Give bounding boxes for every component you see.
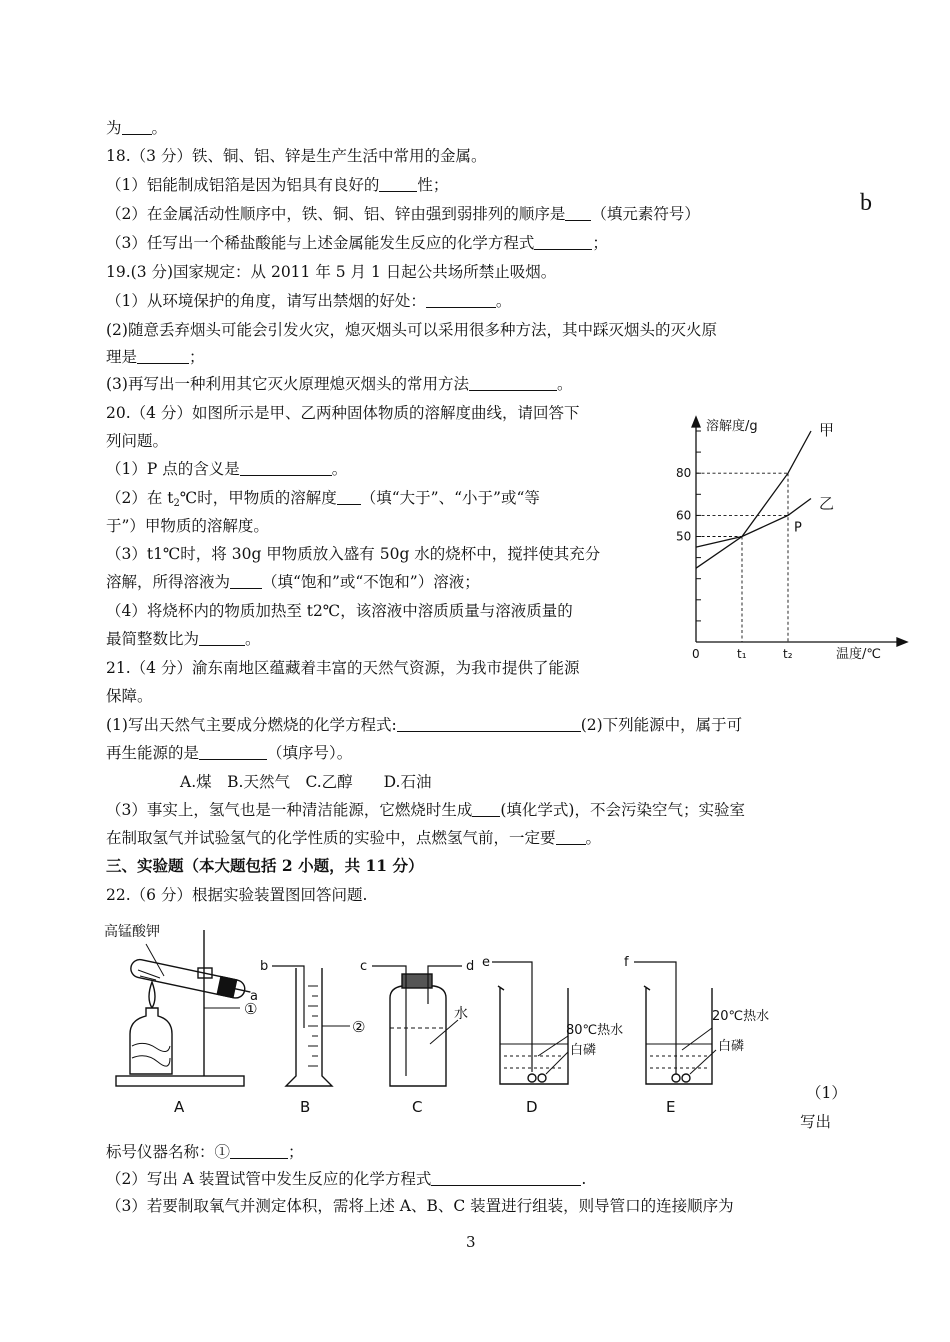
answer-blank[interactable] xyxy=(337,489,361,505)
question-20-2 xyxy=(106,488,540,514)
series-label: 乙 xyxy=(819,494,835,513)
text: （填序号）。 xyxy=(267,744,353,762)
series-label: 甲 xyxy=(819,421,835,439)
y-tick-label: 50 xyxy=(676,529,692,544)
apparatus-a xyxy=(116,930,252,1086)
port-a: a xyxy=(250,989,258,1004)
answer-blank[interactable] xyxy=(534,234,592,250)
question-20-cont: 列问题。 xyxy=(106,432,169,450)
text: 。 xyxy=(585,829,602,847)
text: ； xyxy=(189,348,205,366)
bottle xyxy=(390,986,446,1086)
hot-water-20-label: 20℃热水 xyxy=(712,1009,770,1024)
text: 最简整数比为 xyxy=(106,630,200,648)
q22-1-label-cont: 写出 xyxy=(800,1113,832,1131)
text: 。 xyxy=(151,119,168,137)
text: 性； xyxy=(417,176,449,194)
pointer-hot20 xyxy=(682,1028,712,1050)
solubility-chart xyxy=(672,412,912,662)
question-20-2-cont: 于”）甲物质的溶解度。 xyxy=(106,517,269,535)
phosphorus-e-label: 白磷 xyxy=(718,1039,745,1054)
apparatus-e xyxy=(634,962,716,1084)
y-axis-arrow xyxy=(692,417,700,427)
text: （2）在 t xyxy=(106,489,174,507)
text: 。 xyxy=(495,292,512,310)
test-tube xyxy=(129,958,252,1001)
question-21-options: A.煤 B.天然气 C.乙醇 D.石油 xyxy=(180,773,432,791)
y-tick-label: 80 xyxy=(676,466,692,481)
label-c: C xyxy=(412,1098,423,1116)
answer-blank[interactable] xyxy=(199,630,245,646)
question-20-4: （4）将烧杯内的物质加热至 t2℃，该溶液中溶质质量与溶液质量的 xyxy=(106,602,573,620)
reagent-label: 高锰酸钾 xyxy=(104,924,160,940)
x-axis-arrow xyxy=(897,638,907,646)
answer-blank[interactable] xyxy=(556,829,586,845)
point-p-label: P xyxy=(794,520,802,536)
white-phosphorus-e xyxy=(672,1074,680,1082)
pointer-hot80 xyxy=(538,1036,568,1056)
text: 。 xyxy=(331,460,348,478)
text: (填化学式)，不会污染空气；实验室 xyxy=(500,801,745,819)
label-d: D xyxy=(526,1098,538,1116)
circle-1: ① xyxy=(244,1000,258,1018)
question-19-2: (2)随意丢弃烟头可能会引发火灾，熄灭烟头可以采用很多种方法，其中踩灭烟头的灭火原 xyxy=(106,321,717,339)
label-a: A xyxy=(174,1098,185,1116)
answer-blank[interactable] xyxy=(565,205,591,221)
text: （2）写出 A 装置试管中发生反应的化学方程式 xyxy=(106,1170,432,1188)
x-tick-label: t₂ xyxy=(783,647,793,661)
answer-blank[interactable] xyxy=(469,375,557,391)
question-22: 22.（6 分）根据实验装置图回答问题. xyxy=(106,886,368,904)
answer-blank[interactable] xyxy=(431,1170,581,1186)
port-d: d xyxy=(466,959,475,974)
question-20-3-cont xyxy=(106,572,480,592)
x-axis-label: 温度/℃ xyxy=(836,647,881,662)
text: （2）在金属活动性顺序中，铁、铜、铝、锌由强到弱排列的顺序是 xyxy=(106,205,566,223)
stand-base xyxy=(116,1076,244,1086)
apparatus-c xyxy=(372,966,462,1086)
white-phosphorus-d xyxy=(528,1074,536,1082)
question-18-2 xyxy=(106,204,700,224)
text: ℃时，甲物质的溶解度 xyxy=(179,489,337,507)
water-pointer xyxy=(430,1020,458,1044)
text: 在制取氢气并试验氢气的化学性质的实验中，点燃氢气前，一定要 xyxy=(106,829,556,847)
port-e: e xyxy=(482,955,490,970)
text: (1)写出天然气主要成分燃烧的化学方程式: xyxy=(106,716,397,734)
section-3-heading: 三、实验题（本大题包括 2 小题，共 11 分） xyxy=(106,856,424,875)
question-21-1 xyxy=(106,715,742,735)
inlet-tube-b xyxy=(272,966,304,1028)
answer-blank[interactable] xyxy=(397,716,581,732)
text: (2)下列能源中，属于可 xyxy=(580,716,743,734)
port-c: c xyxy=(360,959,368,974)
question-19-2-cont xyxy=(106,347,205,367)
y-tick-label: 60 xyxy=(676,508,692,523)
y-axis-label: 溶解度/g xyxy=(706,419,758,434)
water-dashes-d xyxy=(504,1056,564,1068)
answer-blank[interactable] xyxy=(230,573,262,589)
label-b: B xyxy=(300,1098,311,1116)
question-18-3 xyxy=(106,233,608,253)
text: ； xyxy=(592,234,608,252)
text: . xyxy=(581,1170,587,1188)
answer-blank[interactable] xyxy=(122,119,152,135)
tube-f xyxy=(634,962,676,1074)
question-20: 20.（4 分）如图所示是甲、乙两种固体物质的溶解度曲线，请回答下 xyxy=(106,404,580,422)
question-21-3-cont xyxy=(106,828,601,848)
circle-2: ② xyxy=(352,1018,366,1036)
question-22-3: （3）若要制取氧气并测定体积，需将上述 A、B、C 装置进行组装，则导管口的连接顺序为 xyxy=(106,1197,734,1215)
question-19-3 xyxy=(106,374,572,394)
label-e: E xyxy=(666,1098,676,1116)
port-f: f xyxy=(624,955,629,970)
question-22-2 xyxy=(106,1169,586,1189)
answer-blank[interactable] xyxy=(472,801,500,817)
hot-water-80-label: 80℃热水 xyxy=(566,1023,624,1038)
answer-blank[interactable] xyxy=(230,1143,288,1159)
text: (3)再写出一种利用其它灭火原理熄灭烟头的常用方法 xyxy=(106,375,469,393)
text: （1）铝能制成铝箔是因为铝具有良好的 xyxy=(106,176,380,194)
answer-blank[interactable] xyxy=(426,292,496,308)
question-21-cont: 保障。 xyxy=(106,687,153,705)
line-answer-tail xyxy=(106,118,167,138)
reagent-pointer xyxy=(146,944,164,976)
apparatus-figure xyxy=(100,916,800,1121)
question-21: 21.（4 分）渝东南地区蕴藏着丰富的天然气资源，为我市提供了能源 xyxy=(106,659,580,677)
pointer-d xyxy=(546,1052,568,1074)
question-19-1 xyxy=(106,291,511,311)
answer-blank[interactable] xyxy=(379,176,417,192)
beaker-d xyxy=(498,986,568,1084)
alcohol-lamp xyxy=(130,1008,172,1074)
question-18: 18.（3 分）铁、铜、铝、锌是生产生活中常用的金属。 xyxy=(106,147,487,165)
x-tick-label: t₁ xyxy=(737,647,747,661)
text: （填“大于”、“小于”或“等 xyxy=(360,489,540,507)
text: 为 xyxy=(106,119,122,137)
text: （1）P 点的含义是 xyxy=(106,460,240,478)
text: 。 xyxy=(245,630,261,648)
question-19: 19.(3 分)国家规定：从 2011 年 5 月 1 日起公共场所禁止吸烟。 xyxy=(106,263,557,281)
side-letter: b xyxy=(860,190,872,216)
text: （3）任写出一个稀盐酸能与上述金属能发生反应的化学方程式 xyxy=(106,234,535,252)
question-18-1 xyxy=(106,175,448,195)
apparatus-d xyxy=(492,962,568,1084)
text: 再生能源的是 xyxy=(106,744,200,762)
answer-blank[interactable] xyxy=(240,460,332,476)
lamp-flame xyxy=(149,982,155,1008)
text: （填“饱和”或“不饱和”）溶液； xyxy=(262,573,480,591)
port-b: b xyxy=(260,959,269,974)
answer-blank[interactable] xyxy=(199,744,267,760)
text: 理是 xyxy=(106,348,138,366)
lamp-pattern xyxy=(132,1043,170,1066)
question-20-1 xyxy=(106,459,347,479)
text: （填元素符号） xyxy=(591,205,700,223)
tube-d xyxy=(428,966,462,1004)
apparatus-b xyxy=(272,966,350,1086)
text: （1）从环境保护的角度，请写出禁烟的好处： xyxy=(106,292,426,310)
page-number: 3 xyxy=(466,1233,476,1251)
text: 标号仪器名称：① xyxy=(106,1143,231,1161)
text: ； xyxy=(288,1143,304,1161)
question-20-3: （3）t1℃时，将 30g 甲物质放入盛有 50g 水的烧杯中，搅拌使其充分 xyxy=(106,545,601,563)
text: 溶解，所得溶液为 xyxy=(106,573,231,591)
question-21-3 xyxy=(106,800,745,820)
text: 。 xyxy=(556,375,573,393)
water-dashes-e xyxy=(650,1056,708,1068)
answer-blank[interactable] xyxy=(137,348,189,364)
question-21-2 xyxy=(106,743,352,763)
subscript: 2 xyxy=(173,498,180,509)
water-label: 水 xyxy=(454,1006,468,1022)
question-22-1 xyxy=(106,1142,304,1162)
tube-c xyxy=(372,966,406,1076)
series-line-jia xyxy=(696,431,811,568)
phosphorus-d-label: 白磷 xyxy=(570,1043,597,1058)
graduations xyxy=(308,986,318,1066)
text: （3）事实上，氢气也是一种清洁能源，它燃烧时生成 xyxy=(106,801,473,819)
origin-label: 0 xyxy=(692,647,700,661)
q22-1-label: （1） xyxy=(806,1084,847,1102)
question-20-4-cont xyxy=(106,629,261,649)
